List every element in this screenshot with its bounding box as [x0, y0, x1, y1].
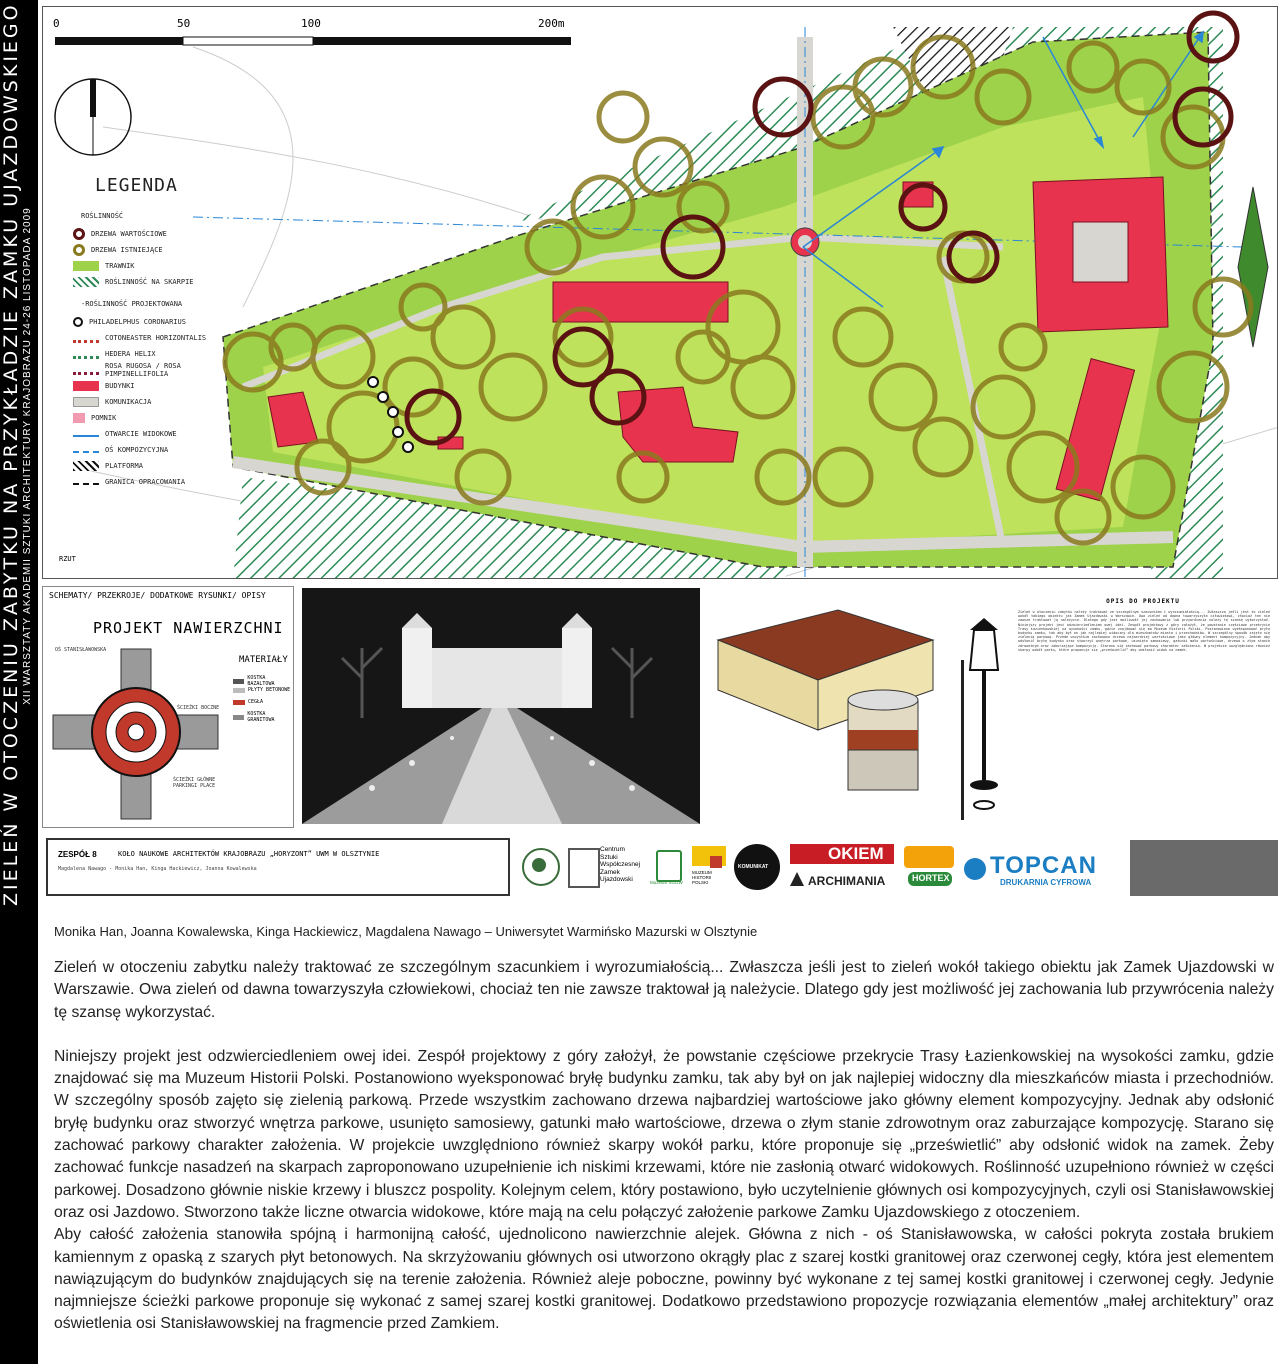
legend-item-platform	[73, 458, 223, 474]
scale-bar	[55, 37, 571, 45]
material-granite: KOSTKA GRANITOWA	[233, 711, 293, 723]
legend-section-designed: -ROŚLINNOŚĆ PROJEKTOWANA	[81, 300, 183, 308]
legend-item-lawn	[73, 258, 223, 274]
opis-text: Zieleń w otoczeniu zabytku należy traktować ze szczególnym szacunkiem i wyrozumiałością... Zwłaszcza jeśli jest to zieleń wokół takiego obiektu jak Zamek Ujazdowski w Warszawie. Owa zieleń od dawna towarzyszyła człowiekowi, chociaż ten nie zawsze traktował ją należycie. Dlatego gdy jest możliwość jej zachowania lub przywrócenia należy tę szansę wykorzystać. Niniejszy projekt jest odzwierciedleniem owej idei. Zespół projektowy z góry założył, że powstanie częściowe przekrycie Trasy Łazienkowskiej na wysokości zamku, gdzie znajdować się ma Muzeum Historii Polski. Postanowiono wyeksponować bryłę budynku zamku, tak aby był on jak najlepiej widoczny dla mieszkańców miasta i przechodniów. W szczególny sposób zajęto się zielenią parkową. Przede wszystkim zachowano drzewa najbardziej wartościowe jako główny element kompozycyjny. Jednak aby odsłonić bryłę budynku oraz stworzyć wnętrza parkowe, usunięto samosiewy, gatunki mało wartościowe, drzewa o złym stanie zdrowotnym oraz zaburzające kompozycję. Starano się zachować parkowy charakter założenia. W projekcie uwzględniono również skarpy wokół parku, które proponuje się „prześwietlić” aby odsłonić widok na zamek.	[1018, 610, 1270, 652]
legend-label: DRZEWA ISTNIEJĄCE	[91, 246, 163, 254]
topcan-icon	[964, 858, 986, 880]
legend-item-slope	[73, 274, 223, 290]
night-view-drawing	[302, 588, 700, 824]
team-box	[46, 838, 510, 896]
legend-label: GRANICA OPRACOWANIA	[105, 478, 186, 486]
muzeum-logo-icon-red	[710, 856, 722, 868]
team-label: ZESPÓŁ 8	[58, 850, 97, 859]
legend-label: ROSA RUGOSA / ROSA PIMPINELLIFOLIA	[105, 362, 181, 378]
legend-label: TRAWNIK	[105, 262, 135, 270]
legend-item-building	[73, 378, 223, 394]
castle-night-illustration	[302, 588, 700, 824]
lawn-swatch-icon	[73, 261, 99, 271]
sidebar	[0, 0, 38, 1364]
poster-subtitle: XII WARSZTATY AKADEMII SZTUKI ARCHITEKTURY KRAJOBRAZU 24-26 LISTOPADA 2009	[22, 207, 33, 705]
scale-label-100: 100	[301, 17, 321, 30]
hedera-swatch-icon	[73, 349, 99, 359]
authors-line: Monika Han, Joanna Kowalewska, Kinga Hackiewicz, Magdalena Nawago – Uniwersytet Warmińsko Mazurski w Olsztynie	[54, 924, 758, 939]
legend-item-cotoneaster	[73, 330, 223, 346]
paragraph-3: Aby całość założenia stanowiła spójną i harmonijną całość, ujednolicono nawierzchnie alejek. Główna z nich - oś Stanisławowska, w całości pokryta została brukiem kamiennym z opaską z szarych płyt betonowych. Na skrzyżowaniu głównych osi utworzono okrągły plac z szarej kostki granitowej oraz czerwonej cegły, która jest elementem nawiązującym do budynków znajdujących się na terenie założenia. Również aleje poboczne, powinny być wykonane z tej samej kostki granitowej i czerwonej cegły. Jedynie najmniejsze ścieżki parkowe proponuje się wykonać z samej szarej kostki granitowej. Dodatkowo przedstawiono propozycje rozwiązania elementów „małej architektury” oraz oświetlenia osi Stanisławowskiej na fragmencie przed Zamkiem.	[54, 1226, 1274, 1333]
legend-label: OTWARCIE WIDOKOWE	[105, 430, 177, 438]
legend-label: ROŚLINNOŚĆ NA SKARPIE	[105, 278, 194, 286]
legend-item-tree-valuable	[73, 226, 223, 242]
schematy-panel	[42, 586, 294, 828]
topcan-logo-text: TOPCAN	[990, 852, 1097, 879]
legend-label: HEDERA HELIX	[105, 350, 156, 358]
legend-list-existing	[73, 226, 223, 290]
tree-existing-swatch-icon	[73, 244, 85, 256]
emblem-logo-center	[532, 858, 546, 872]
archimania-icon	[790, 872, 804, 886]
team-members: Magdalena Nawago - Monika Han, Kinga Hackiewicz, Joanna Kowalewska	[58, 866, 257, 872]
sggw-logo-icon	[656, 850, 682, 882]
muzeum-logo-text: MUZEUM HISTORII POLSKI	[692, 870, 712, 885]
poster-title: ZIELEŃ W OTOCZENIU ZABYTKU NA PRZYKŁADZIE ZAMKU UJAZDOWSKIEGO	[0, 2, 22, 906]
material-concrete: PŁYTY BETONOWE	[233, 687, 290, 693]
csw-logo-text: Centrum Sztuki Współczesnej Zamek Ujazdowski	[600, 846, 641, 884]
material-basalt: KOSTKA BAZALTOWA	[233, 675, 293, 687]
materials-title: MATERIAŁY	[239, 655, 288, 665]
komunikat-logo-text: KOMUNIKAT	[738, 864, 769, 870]
legend-label: KOMUNIKACJA	[105, 398, 152, 406]
platform-swatch-icon	[73, 461, 99, 471]
okiem-logo-text: OKIEM	[828, 844, 884, 863]
paving-diagram	[43, 587, 293, 827]
archimania-logo-text: ARCHIMANIA	[808, 874, 886, 888]
opis-title: OPIS DO PROJEKTU	[1106, 598, 1180, 605]
poster	[38, 0, 1280, 906]
paving-swatch-icon	[73, 397, 99, 407]
legend-label: BUDYNKI	[105, 382, 135, 390]
lamp-drawing	[964, 600, 1004, 822]
paragraph-2: Niniejszy projekt jest odzwierciedleniem owej idei. Zespół projektowy z góry założył, że powstanie częściowe przekrycie Trasy Łazienkowskiej na wysokości zamku, gdzie znajdować się ma Muzeum Historii Polski. Postanowiono wyeksponować bryłę budynku zamku, tak aby był on jak najlepiej widoczny dla mieszkańców miasta i przechodniów. W szczególny sposób zajęto się zielenią parkową. Przede wszystkim zachowano drzewa najbardziej wartościowe jako główny element kompozycyjny. Jednak aby odsłonić bryłę budynku oraz stworzyć wnętrza parkowe, usunięto samosiewy, gatunki mało wartościowe, drzewa o złym stanie zdrowotnym oraz zaburzające kompozycję. Starano się zachować parkowy charakter założenia. W projekcie uwzględniono również skarpy wokół parku, które proponuje się „prześwietlić” aby odsłonić widok na zamek. Żeby zachować funkcje nasadzeń na skarpach zaproponowano uzupełnienie ich niskimi krzewami, które nie zasłonią otwarć widokowych. Roślinność uzupełniono również w części parkowej. Dosadzono głównie niskie krzewy i bluszcz pospolity. Kolejnym celem, który postawiono, było uczytelnienie głównych osi kompozycyjnych, czyli osi Stanisławowskiej oraz osi Jazdowo. Stworzono także liczne otwarcia widokowe, które mają na celu połączyć założenie parkowe Zamku Ujazdowskiego z otoczeniem.	[54, 1047, 1274, 1221]
note-main-paths: ŚCIEŻKI GŁÓWNE PARKINGI PLACE	[173, 777, 216, 789]
csw-logo-icon	[568, 848, 600, 888]
legend	[73, 175, 223, 490]
lamp-icon	[964, 600, 1004, 822]
hortex-logo-text: HORTEX	[912, 873, 950, 883]
legend-item-rosa	[73, 362, 223, 378]
legend-item-paving	[73, 394, 223, 410]
monument-swatch-icon	[73, 413, 85, 423]
legend-item-hedera	[73, 346, 223, 362]
small-architecture-drawing	[708, 590, 964, 826]
sggw-logo-text: Muzeum SGGW	[650, 880, 683, 885]
legend-label: COTONEASTER HORIZONTALIS	[105, 334, 207, 342]
view-swatch-icon	[73, 431, 99, 437]
legend-label: DRZEWA WARTOŚCIOWE	[91, 230, 167, 238]
scale-label-200: 200m	[538, 17, 565, 30]
note-side-paths: ŚCIEŻKI BOCZNE	[177, 705, 220, 711]
slope-swatch-icon	[73, 277, 99, 287]
site-plan	[42, 6, 1278, 579]
site-plan-drawing	[43, 7, 1278, 579]
legend-title: LEGENDA	[95, 175, 178, 196]
note-axis: OŚ STANISŁAWOWSKA	[55, 647, 107, 653]
article-body	[54, 957, 1274, 1336]
rzut-label: RZUT	[59, 555, 76, 563]
legend-label: POMNIK	[91, 414, 117, 422]
topcan-sub-text: DRUKARNIA CYFROWA	[1000, 878, 1092, 887]
projekt-title: PROJEKT NAWIERZCHNI	[93, 619, 284, 637]
legend-label: OŚ KOMPOZYCYJNA	[105, 446, 169, 454]
rosa-swatch-icon	[73, 365, 99, 375]
paragraph-1: Zieleń w otoczeniu zabytku należy traktować ze szczególnym szacunkiem i wyrozumiałością... Zwłaszcza jeśli jest to zieleń wokół takiego obiektu jak Zamek Ujazdowski w Warszawie. Owa zieleń od dawna towarzyszyła człowiekowi, chociaż ten nie zawsze traktował ją należycie. Dlatego gdy jest możliwość jej zachowania lub przywrócenia należy tę szansę wykorzystać.	[54, 959, 1274, 1021]
cotoneaster-swatch-icon	[73, 333, 99, 343]
opis-panel	[1006, 590, 1280, 828]
sidebar-vertical-text	[0, 2, 38, 906]
legend-label: PLATFORMA	[105, 462, 143, 470]
philadelphus-swatch-icon	[73, 317, 83, 327]
tree-valuable-swatch-icon	[73, 228, 85, 240]
material-brick: CEGŁA	[233, 699, 263, 705]
legend-item-tree-existing	[73, 242, 223, 258]
aerial-photo	[1130, 840, 1278, 896]
axis-swatch-icon	[73, 447, 99, 453]
boundary-swatch-icon	[73, 479, 99, 485]
legend-list-designed	[73, 314, 223, 490]
schematy-title: SCHEMATY/ PRZEKROJE/ DODATKOWE RYSUNKI/ OPISY	[49, 591, 266, 600]
legend-section-existing: ROŚLINNOŚĆ	[81, 212, 124, 220]
legend-item-view	[73, 426, 223, 442]
building-a	[553, 282, 728, 322]
legend-item-monument	[73, 410, 223, 426]
building-swatch-icon	[73, 381, 99, 391]
legend-item-boundary	[73, 474, 223, 490]
team-group: KOŁO NAUKOWE ARCHITEKTÓW KRAJOBRAZU „HORYZONT” UWM W OLSZTYNIE	[118, 850, 380, 858]
scale-label-50: 50	[177, 17, 191, 30]
legend-item-philadelphus	[73, 314, 223, 330]
legend-label: PHILADELPHUS CORONARIUS	[89, 318, 186, 326]
bench-lamp-illustration	[708, 590, 964, 826]
legend-item-axis	[73, 442, 223, 458]
scale-label-0: 0	[53, 17, 60, 30]
akademickie-logo	[904, 846, 954, 868]
